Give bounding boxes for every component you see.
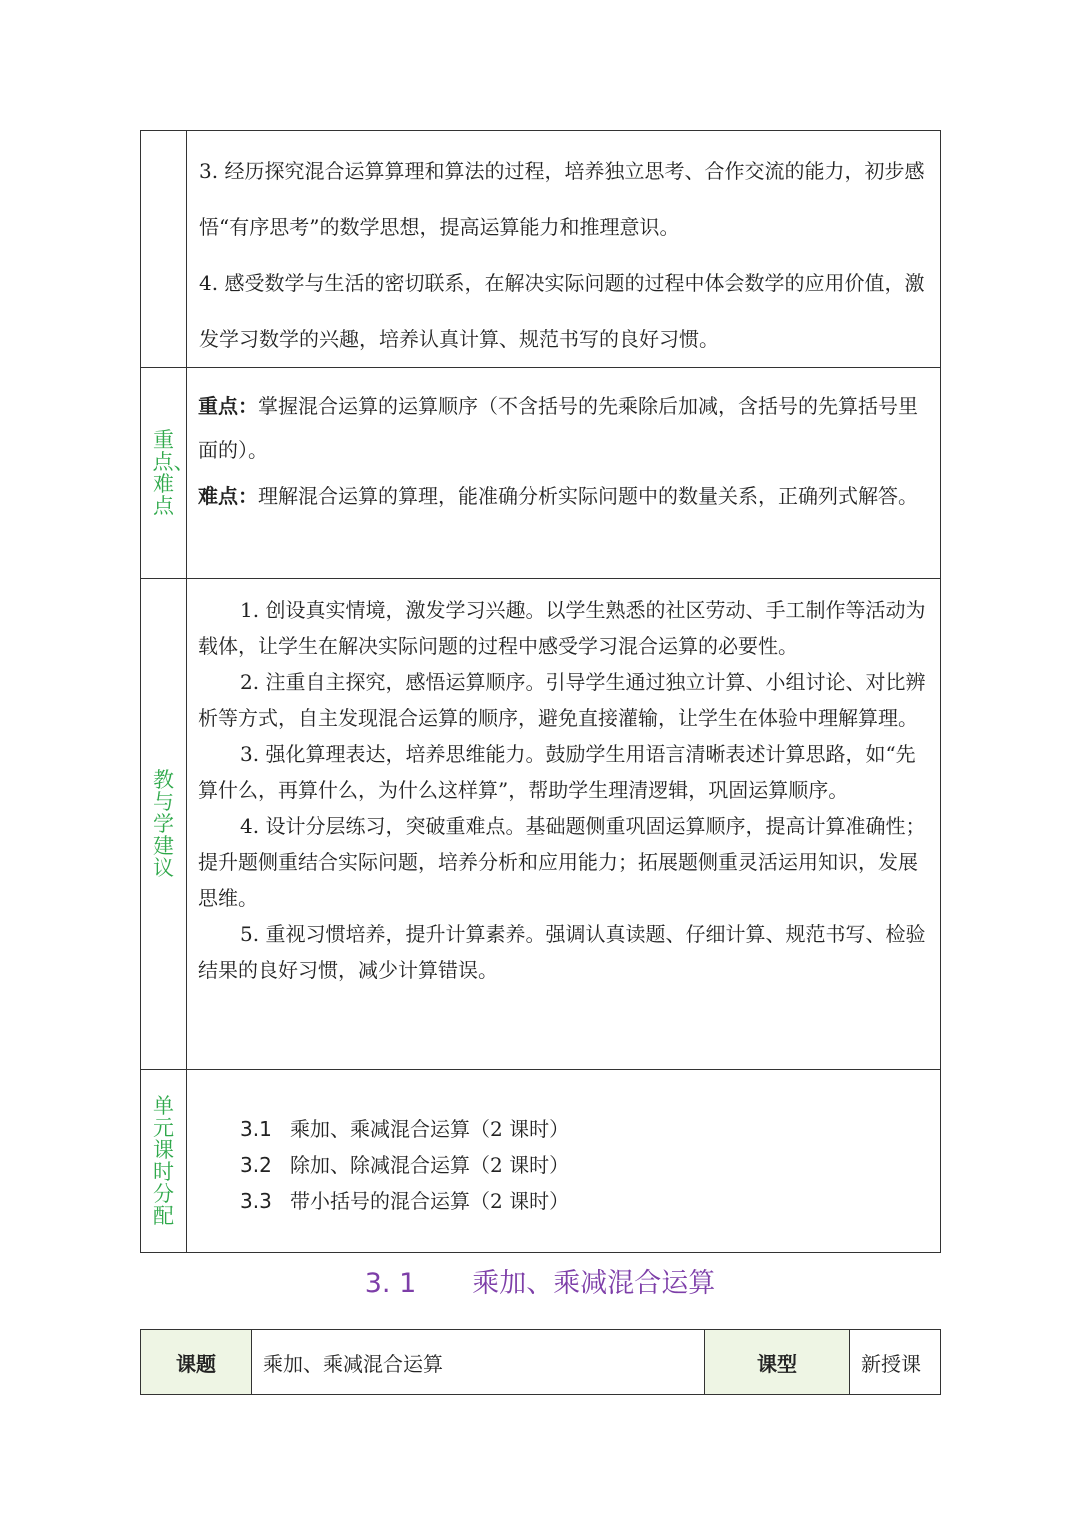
key-points-label: 重点、难点: [141, 368, 187, 579]
schedule-row: [141, 1070, 941, 1253]
schedule-label: 单元课时分配: [141, 1070, 187, 1253]
schedule-item: 3.2 除加、除减混合运算（2 课时）: [240, 1153, 570, 1177]
topic-value: 乘加、乘减混合运算: [252, 1330, 705, 1395]
difficult-point-text: 理解混合运算的算理，能准确分析实际问题中的数量关系，正确列式解答。: [258, 484, 918, 508]
key-points-cell: [187, 368, 941, 579]
schedule-item: 3.3 带小括号的混合运算（2 课时）: [240, 1189, 570, 1213]
suggestion-item: 1. 创设真实情境，激发学习兴趣。以学生熟悉的社区劳动、手工制作等活动为载体，让学生在解决实际问题的过程中感受学习混合运算的必要性。: [198, 598, 926, 658]
difficult-point-label: 难点：: [198, 484, 258, 508]
objective-item: 3. 经历探究混合运算算理和算法的过程，培养独立思考、合作交流的能力，初步感悟“有序思考”的数学思想，提高运算能力和推理意识。: [199, 159, 925, 239]
key-point-text: 掌握混合运算的运算顺序（不含括号的先乘除后加减，含括号的先算括号里面的）。: [198, 394, 918, 462]
section-heading: [0, 1262, 1080, 1306]
type-label: 课型: [705, 1330, 850, 1395]
objectives-cell: [187, 131, 941, 368]
section-number: 3. 1: [364, 1268, 417, 1299]
objectives-label-cell: [141, 131, 187, 368]
unit-plan-table: [140, 130, 941, 1253]
key-points-row: [141, 368, 941, 579]
suggestions-row: [141, 579, 941, 1070]
lesson-info-row: [141, 1330, 941, 1395]
lesson-info-table: [140, 1329, 941, 1395]
suggestion-item: 4. 设计分层练习，突破重难点。基础题侧重巩固运算顺序，提高计算准确性；提升题侧重结合实际问题，培养分析和应用能力；拓展题侧重灵活运用知识，发展思维。: [198, 814, 926, 910]
schedule-cell: [187, 1070, 941, 1253]
suggestion-item: 3. 强化算理表达，培养思维能力。鼓励学生用语言清晰表述计算思路，如“先算什么，再算什么，为什么这样算”，帮助学生理清逻辑，巩固运算顺序。: [198, 742, 916, 802]
suggestions-label: 教与学建议: [141, 579, 187, 1070]
section-title: 乘加、乘减混合运算: [472, 1268, 716, 1299]
topic-label: 课题: [141, 1330, 252, 1395]
key-point-label: 重点：: [198, 394, 258, 418]
type-value: 新授课: [850, 1330, 941, 1395]
suggestions-cell: [187, 579, 941, 1070]
suggestion-item: 2. 注重自主探究，感悟运算顺序。引导学生通过独立计算、小组讨论、对比辨析等方式，自主发现混合运算的顺序，避免直接灌输，让学生在体验中理解算理。: [198, 670, 926, 730]
schedule-item: 3.1 乘加、乘减混合运算（2 课时）: [240, 1117, 570, 1141]
difficult-point: [198, 474, 930, 518]
objectives-row: [141, 131, 941, 368]
objective-item: 4. 感受数学与生活的密切联系，在解决实际问题的过程中体会数学的应用价值，激发学习数学的兴趣，培养认真计算、规范书写的良好习惯。: [199, 271, 925, 351]
key-point: [198, 384, 930, 472]
suggestion-item: 5. 重视习惯培养，提升计算素养。强调认真读题、仔细计算、规范书写、检验结果的良好习惯，减少计算错误。: [198, 922, 926, 982]
